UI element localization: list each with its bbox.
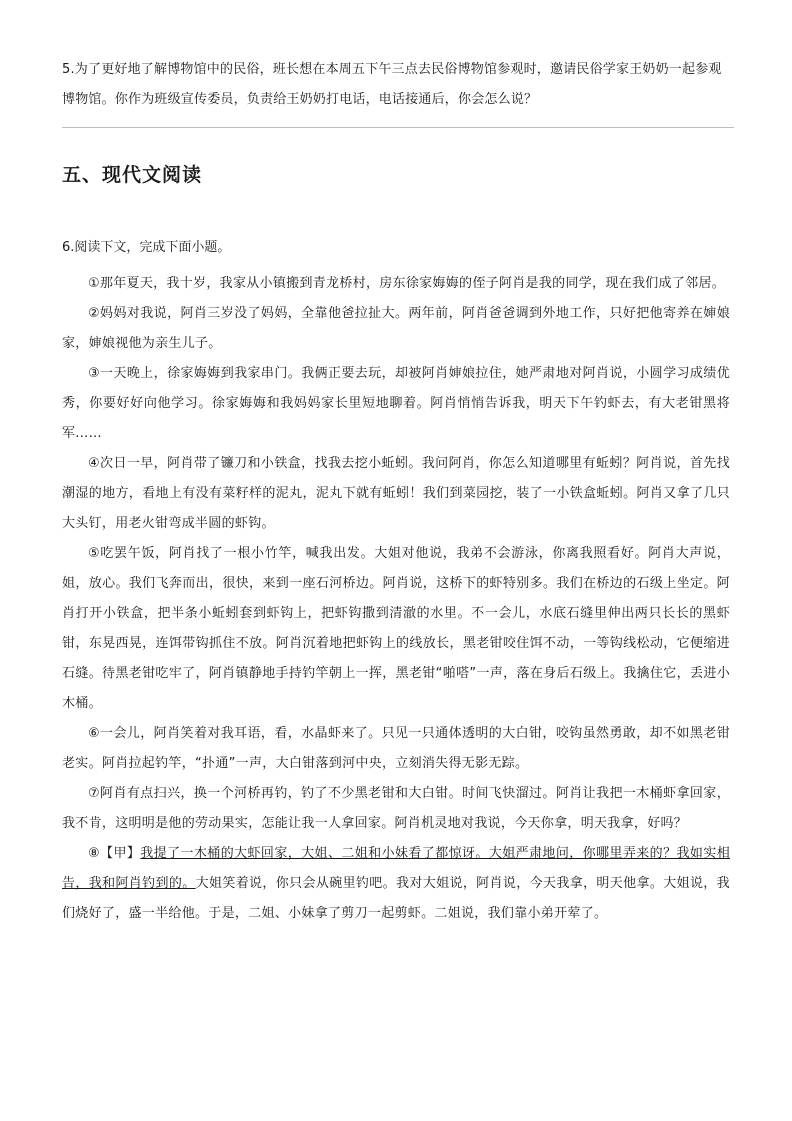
paragraph-8-text: 大姐笑着说，你只会从碗里钓吧。我对大姐说，阿肖说，今天我拿，明天他拿。大姐说，我们烧好了，盛一半给他。于是，二姐、小妹拿了剪刀一起剪虾。二姐说，我们靠小弟开荤了。 <box>62 876 730 921</box>
passage-paragraph-8 <box>62 839 730 929</box>
reading-passage <box>62 269 730 929</box>
paragraph-8-underlined-text: 我提了一木桶的大虾回家，大姐、二姐和小妹看了都惊讶。大姐严肃地问，你哪里弄来的？我如实相告，我和阿肖钓到的。 <box>62 846 730 891</box>
section-title: 五、现代文阅读 <box>62 164 203 186</box>
passage-paragraph-1: ①那年夏天，我十岁，我家从小镇搬到青龙桥村，房东徐家娒娒的侄子阿肖是我的同学，现在我们成了邻居。 <box>88 276 726 291</box>
passage-paragraph-3: ③一天晚上，徐家娒娒到我家串门。我俩正要去玩，却被阿肖婶娘拉住，她严肃地对阿肖说，小圆学习成绩优秀，你要好好向他学习。徐家娒娒和我妈妈家长里短地聊着。阿肖悄悄告诉我，明天下午钓虾去，有大老钳黑将军…… <box>62 366 730 441</box>
passage-paragraph-4: ④次日一早，阿肖带了镰刀和小铁盒，找我去挖小蚯蚓。我问阿肖，你怎么知道哪里有蚯蚓？阿肖说，首先找潮湿的地方，看地上有没有菜籽样的泥丸，泥丸下就有蚯蚓！我们到菜园挖，装了一小铁盒蚯蚓。阿肖又拿了几只大头钉，用老火钳弯成半圆的虾钩。 <box>62 456 730 531</box>
question-5-text: 5.为了更好地了解博物馆中的民俗，班长想在本周五下午三点去民俗博物馆参观时，邀请民俗学家王奶奶一起参观博物馆。你作为班级宣传委员，负责给王奶奶打电话，电话接通后，你会怎么说？ <box>62 62 722 107</box>
section-divider <box>62 127 734 128</box>
passage-paragraph-6: ⑥一会儿，阿肖笑着对我耳语，看，水晶虾来了。只见一只通体透明的大白钳，咬钩虽然勇敢，却不如黑老钳老实。阿肖拉起钓竿，“扑通”一声，大白钳落到河中央，立刻消失得无影无踪。 <box>62 726 730 771</box>
question-6-intro: 6.阅读下文，完成下面小题。 <box>62 240 231 255</box>
paragraph-8-marker: ⑧【甲】 <box>88 846 141 861</box>
passage-paragraph-2: ②妈妈对我说，阿肖三岁没了妈妈，全靠他爸拉扯大。两年前，阿肖爸爸调到外地工作，只好把他寄养在婶娘家，婶娘视他为亲生儿子。 <box>62 306 730 351</box>
passage-paragraph-7: ⑦阿肖有点扫兴，换一个河桥再钓，钓了不少黑老钳和大白钳。时间飞快溜过。阿肖让我把一木桶虾拿回家，我不肯，这明明是他的劳动果实，怎能让我一人拿回家。阿肖机灵地对我说，今天你拿，明天我拿，好吗？ <box>62 786 730 831</box>
passage-paragraph-5: ⑤吃罢午饭，阿肖找了一根小竹竿，喊我出发。大姐对他说，我弟不会游泳，你离我照看好。阿肖大声说，姐，放心。我们飞奔而出，很快，来到一座石河桥边。阿肖说，这桥下的虾特别多。我们在桥边的石级上坐定。阿肖打开小铁盒，把半条小蚯蚓套到虾钩上，把虾钩撒到清澈的水里。不一会儿，水底石缝里伸出两只长长的黑虾钳，东晃西晃，连饵带钩抓住不放。阿肖沉着地把虾钩上的线放长，黑老钳咬住饵不动，一等钩线松动，它便缩进石缝。待黑老钳吃牢了，阿肖镇静地手持钓竿朝上一挥，黑老钳“啪嗒”一声，落在身后石级上。我擒住它，丢进小木桶。 <box>62 546 730 711</box>
